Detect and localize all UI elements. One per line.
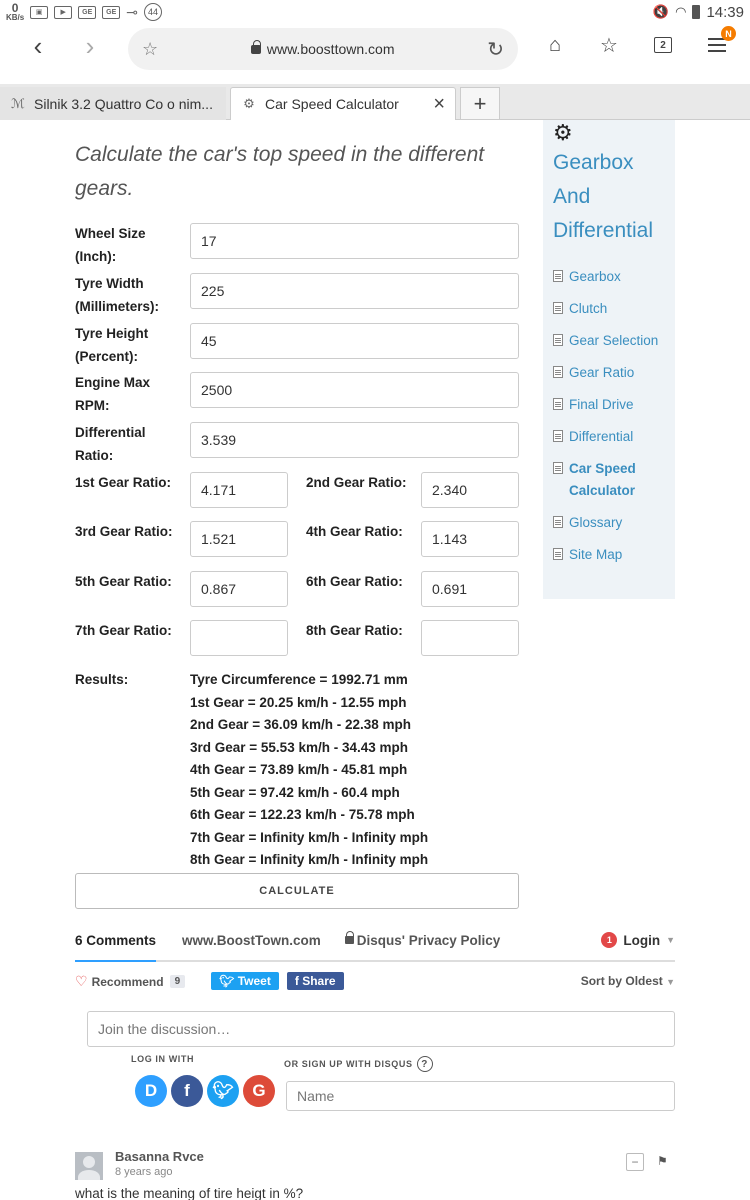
document-icon <box>553 270 563 282</box>
sort-dropdown[interactable]: Sort by Oldest ▼ <box>580 974 675 988</box>
document-icon <box>553 302 563 314</box>
tab-car-speed-calculator[interactable] <box>230 87 456 120</box>
bookmark-star-icon[interactable]: ☆ <box>142 38 159 59</box>
comments-count-tab[interactable]: 6 Comments <box>75 920 156 962</box>
wifi-icon: ◠ <box>675 4 687 19</box>
result-line: 4th Gear = 73.89 km/h - 45.81 mph <box>190 762 408 777</box>
result-line: 2nd Gear = 36.09 km/h - 22.38 mph <box>190 717 411 732</box>
help-icon[interactable]: ? <box>417 1056 433 1072</box>
heart-icon: ♡ <box>75 972 88 989</box>
results-list <box>190 669 520 872</box>
plus-icon: + <box>473 90 487 116</box>
flag-icon[interactable]: ⚑ <box>657 1154 668 1168</box>
tab-count: 2 <box>654 37 672 53</box>
sidebar-title[interactable]: Gearbox And Differential <box>553 151 653 242</box>
lock-icon <box>345 936 354 944</box>
tab-label: Car Speed Calculator <box>265 96 399 112</box>
tyre-width-label: Tyre Width (Millimeters): <box>75 276 160 314</box>
bookmarks-button[interactable] <box>596 32 622 58</box>
site-link[interactable]: www.BoostTown.com <box>182 932 321 948</box>
chevron-right-icon: › <box>85 30 95 61</box>
status-bar <box>0 0 750 24</box>
collapse-button[interactable]: − <box>626 1153 644 1171</box>
tab-silnik[interactable] <box>0 87 226 120</box>
share-button[interactable]: f Share <box>287 972 344 990</box>
network-speed: 0 KB/s <box>6 1 25 22</box>
gear-4-input[interactable]: 1.143 <box>421 521 519 557</box>
twitter-login-button[interactable]: 🐦︎ <box>207 1075 239 1107</box>
menu-button[interactable] <box>704 28 732 58</box>
recommend-count: 9 <box>170 975 186 988</box>
gear-6-label: 6th Gear Ratio: <box>306 574 403 589</box>
sidebar-item-gearbox[interactable]: Gearbox <box>553 266 673 288</box>
differential-ratio-label: Differential Ratio: <box>75 425 146 463</box>
count-badge: 44 <box>144 3 162 21</box>
disqus-header <box>75 920 675 962</box>
sidebar-item-gear-ratio[interactable]: Gear Ratio <box>553 362 673 384</box>
name-input[interactable]: Name <box>286 1081 675 1111</box>
result-line: 3rd Gear = 55.53 km/h - 34.43 mph <box>190 739 408 755</box>
reload-icon[interactable]: ↻ <box>487 38 504 61</box>
tab-label: Silnik 3.2 Quattro Co o nim... <box>34 95 213 112</box>
document-icon <box>553 548 563 560</box>
disqus-login-button[interactable]: D <box>135 1075 167 1107</box>
gear-1-input[interactable]: 4.171 <box>190 472 288 508</box>
tyre-height-label: Tyre Height (Percent): <box>75 326 149 364</box>
new-tab-button[interactable] <box>460 87 500 119</box>
gear-2-label: 2nd Gear Ratio: <box>306 475 407 490</box>
star-list-icon: ☆ <box>600 34 618 57</box>
google-login-button[interactable]: G <box>243 1075 275 1107</box>
address-bar[interactable] <box>128 28 518 70</box>
document-icon <box>553 462 563 474</box>
caret-down-icon: ▼ <box>666 977 675 987</box>
facebook-icon: f <box>294 974 303 988</box>
gear-3-input[interactable]: 1.521 <box>190 521 288 557</box>
avatar[interactable] <box>75 1152 103 1180</box>
document-icon <box>553 430 563 442</box>
login-notification-badge: 1 <box>601 932 617 948</box>
login-button[interactable]: 1 Login ▼ <box>601 932 675 948</box>
wheel-size-input[interactable]: 17 <box>190 223 519 259</box>
url-text[interactable]: www.boosttown.com <box>266 41 395 57</box>
result-line: Tyre Circumference = 1992.71 mm <box>190 672 408 687</box>
page-content <box>0 120 750 1200</box>
menu-icon <box>708 38 726 52</box>
sidebar-list <box>553 266 673 576</box>
tyre-width-input[interactable]: 225 <box>190 273 519 309</box>
results-label: Results: <box>75 672 129 687</box>
site-logo-icon: ℳ <box>11 95 25 111</box>
log-in-with-label: LOG IN WITH <box>131 1054 195 1064</box>
mute-icon: 🔇 <box>652 4 670 19</box>
browser-toolbar <box>0 24 750 78</box>
home-button[interactable] <box>542 32 568 58</box>
join-discussion-input[interactable]: Join the discussion… <box>87 1011 675 1047</box>
document-icon <box>553 366 563 378</box>
document-icon <box>553 516 563 528</box>
gear-3-label: 3rd Gear Ratio: <box>75 524 173 539</box>
engine-rpm-input[interactable]: 2500 <box>190 372 519 408</box>
notification-icon-2: GE <box>102 6 120 19</box>
sidebar-item-clutch[interactable]: Clutch <box>553 298 673 320</box>
gear-wrench-icon: ⚙ <box>553 120 573 145</box>
gallery-icon: ▣ <box>30 6 48 19</box>
engine-rpm-label: Engine Max RPM: <box>75 375 151 413</box>
sidebar-item-gear-selection[interactable]: Gear Selection <box>553 330 673 352</box>
gear-5-input[interactable]: 0.867 <box>190 571 288 607</box>
forward-button[interactable] <box>64 24 116 68</box>
home-icon: ⌂ <box>548 33 562 56</box>
sidebar-item-glossary[interactable]: Glossary <box>553 512 673 534</box>
sidebar-item-final-drive[interactable]: Final Drive <box>553 394 673 416</box>
sign-up-label: OR SIGN UP WITH DISQUS ? <box>284 1056 433 1072</box>
tweet-button[interactable]: 🐦︎ Tweet <box>211 972 279 990</box>
gear-6-input[interactable]: 0.691 <box>421 571 519 607</box>
sidebar <box>543 120 675 599</box>
tab-strip <box>0 84 750 120</box>
document-icon <box>553 398 563 410</box>
intro-text: Calculate the car's top speed in the different gears. <box>75 143 485 200</box>
gear-7-input[interactable] <box>190 620 288 656</box>
gear-wrench-icon: ⚙ <box>243 96 255 111</box>
facebook-login-button[interactable]: f <box>171 1075 203 1107</box>
gear-4-label: 4th Gear Ratio: <box>306 524 403 539</box>
gear-7-label: 7th Gear Ratio: <box>75 623 172 638</box>
sidebar-item-car-speed-calculator[interactable]: Car Speed Calculator <box>553 458 673 502</box>
gear-8-input[interactable] <box>421 620 519 656</box>
chevron-left-icon: ‹ <box>33 30 43 61</box>
gear-8-label: 8th Gear Ratio: <box>306 623 403 638</box>
comment-time[interactable]: 8 years ago <box>115 1166 173 1178</box>
gear-2-input[interactable]: 2.340 <box>421 472 519 508</box>
result-line: 5th Gear = 97.42 km/h - 60.4 mph <box>190 784 400 800</box>
lock-icon <box>251 45 261 54</box>
differential-ratio-input[interactable]: 3.539 <box>190 422 519 458</box>
caret-down-icon: ▼ <box>666 935 675 945</box>
tyre-height-input[interactable]: 45 <box>190 323 519 359</box>
calculate-button[interactable]: CALCULATE <box>75 873 519 909</box>
youtube-icon: ▶ <box>54 6 72 19</box>
gear-5-label: 5th Gear Ratio: <box>75 574 172 589</box>
clock: 14:39 <box>706 3 744 21</box>
notification-icon: GE <box>78 6 96 19</box>
close-icon[interactable]: × <box>433 92 445 115</box>
twitter-icon: 🐦︎ <box>219 974 238 988</box>
wheel-size-label: Wheel Size (Inch): <box>75 226 146 264</box>
social-login-buttons <box>135 1075 275 1107</box>
battery-icon <box>692 5 700 19</box>
gear-1-label: 1st Gear Ratio: <box>75 475 172 490</box>
key-icon: ⊸ <box>126 3 138 20</box>
disqus-actions <box>75 970 675 992</box>
result-line: 8th Gear = Infinity km/h - Infinity mph <box>190 852 429 867</box>
sidebar-item-differential[interactable]: Differential <box>553 426 673 448</box>
comment-text: what is the meaning of tire heigt in %? <box>75 1186 304 1200</box>
result-line: 1st Gear = 20.25 km/h - 12.55 mph <box>190 694 407 710</box>
notification-badge: N <box>721 26 736 41</box>
recommend-button[interactable]: ♡ Recommend <box>75 972 164 989</box>
tabs-button[interactable] <box>650 32 676 58</box>
result-line: 7th Gear = Infinity km/h - Infinity mph <box>190 829 429 845</box>
sidebar-item-site-map[interactable]: Site Map <box>553 544 673 566</box>
back-button[interactable] <box>12 24 64 68</box>
document-icon <box>553 334 563 346</box>
privacy-policy-link[interactable]: Disqus' Privacy Policy <box>345 933 501 948</box>
result-line: 6th Gear = 122.23 km/h - 75.78 mph <box>190 807 415 822</box>
comment-author[interactable]: Basanna Rvce <box>115 1149 204 1164</box>
